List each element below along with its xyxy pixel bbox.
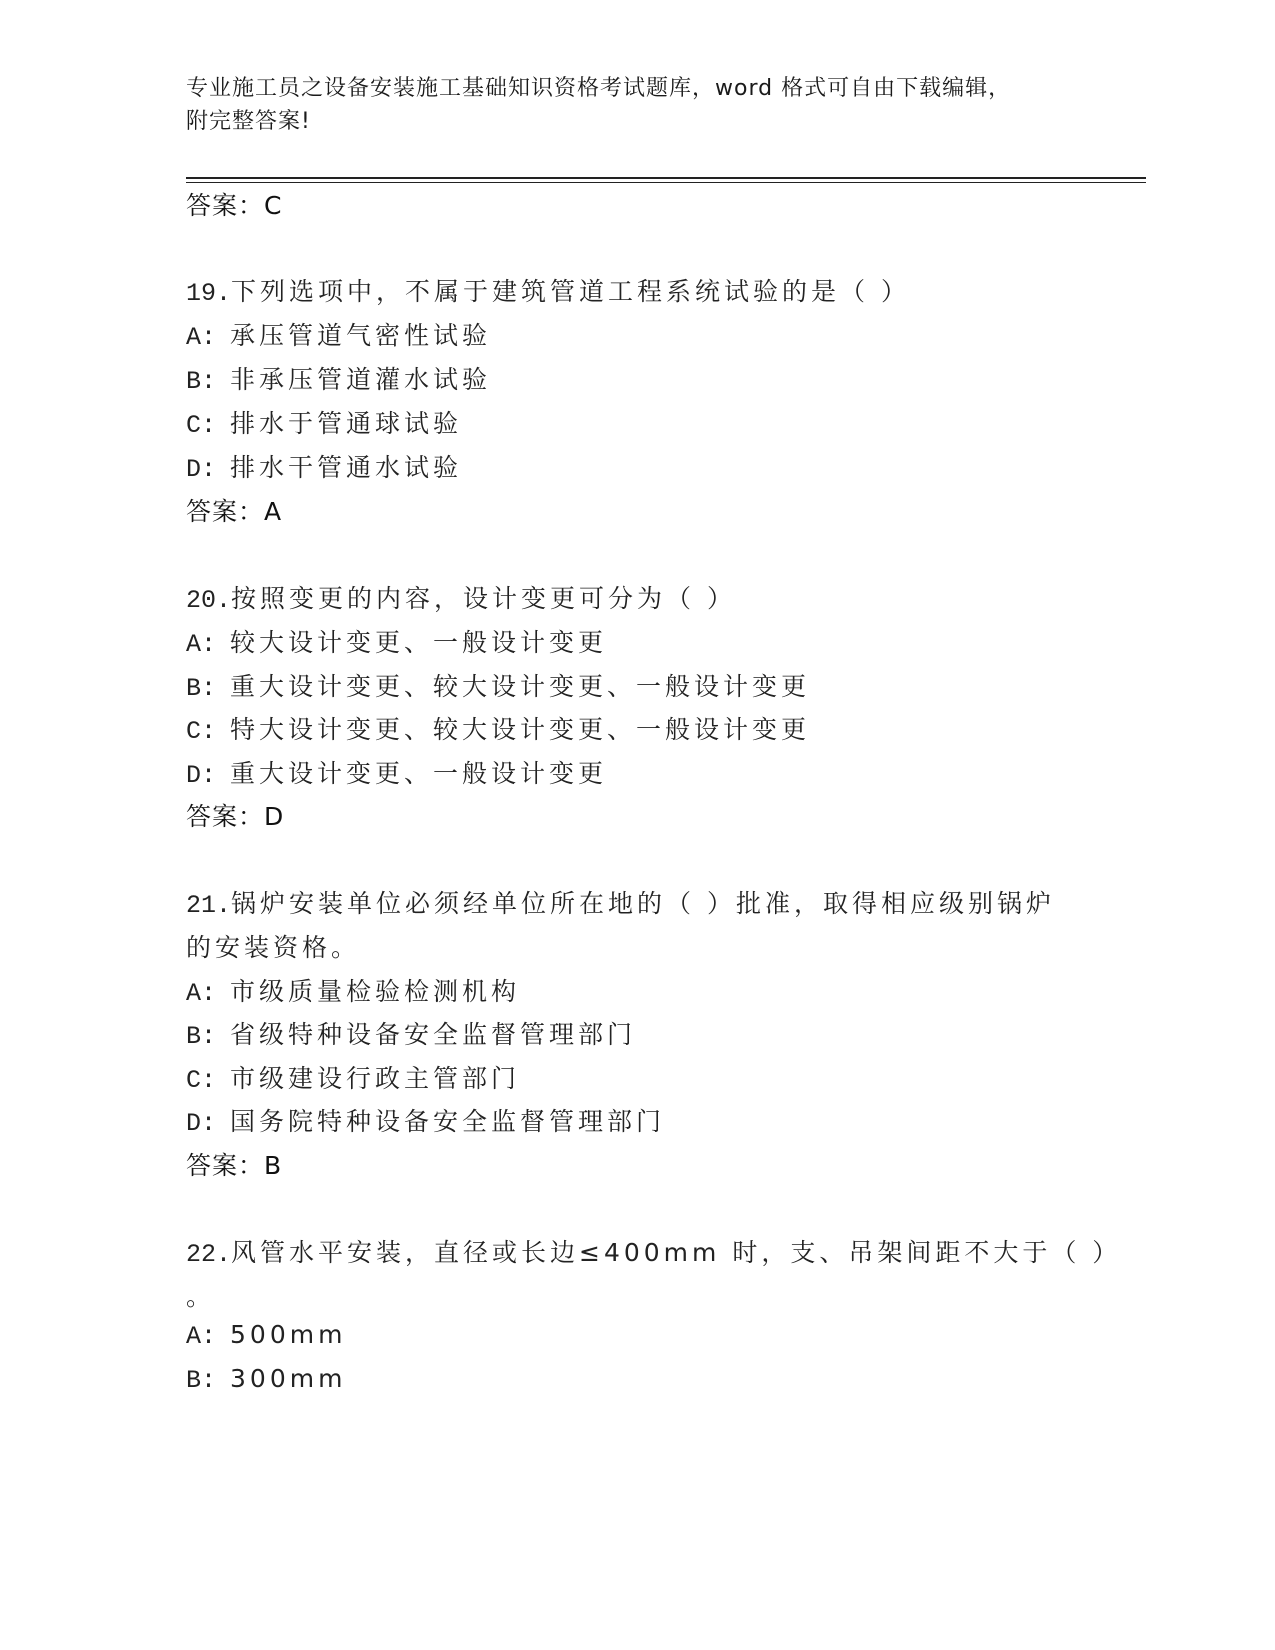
question-line: 下列选项中，不属于建筑管道工程系统试验的是（ ） — [231, 277, 910, 306]
option-label: B: — [186, 1022, 217, 1051]
option-text: 非承压管道灌水试验 — [230, 365, 492, 394]
question-21-text-cont: 的安装资格。 — [186, 933, 361, 962]
option-text: 国务院特种设备安全监督管理部门 — [230, 1107, 666, 1136]
question-22-text — [186, 1233, 1121, 1269]
option-text: 300mm — [230, 1364, 347, 1393]
question-20-option-a — [186, 623, 607, 659]
question-22-option-b — [186, 1364, 346, 1395]
question-19-option-c — [186, 404, 462, 440]
option-label: A: — [186, 1322, 217, 1351]
header-line-1: 专业施工员之设备安装施工基础知识资格考试题库，word 格式可自由下载编辑， — [186, 76, 1012, 101]
option-label: D: — [186, 1109, 217, 1138]
option-text: 重大设计变更、较大设计变更、一般设计变更 — [230, 672, 811, 701]
question-21-text — [186, 884, 1055, 920]
answer-prev: 答案：C — [186, 191, 283, 220]
option-text: 市级质量检验检测机构 — [230, 977, 521, 1006]
option-label: A: — [186, 979, 217, 1008]
option-label: B: — [186, 1366, 217, 1395]
question-19-option-d — [186, 448, 462, 484]
question-19-option-b — [186, 360, 491, 396]
question-19-option-a — [186, 316, 491, 352]
question-20-option-c — [186, 710, 810, 746]
option-label: A: — [186, 630, 217, 659]
header-line-2: 附完整答案! — [186, 109, 311, 134]
question-line: 按照变更的内容，设计变更可分为（ ） — [231, 584, 736, 613]
option-text: 特大设计变更、较大设计变更、一般设计变更 — [230, 715, 811, 744]
option-label: C: — [186, 717, 217, 746]
option-text: 500mm — [230, 1320, 347, 1349]
question-number: 21. — [186, 891, 232, 920]
header-divider-thin — [186, 182, 1146, 183]
question-21-option-d — [186, 1102, 665, 1138]
option-label: B: — [186, 674, 217, 703]
question-21-option-c — [186, 1059, 520, 1095]
option-text: 重大设计变更、一般设计变更 — [230, 759, 608, 788]
option-text: 排水干管通水试验 — [230, 453, 463, 482]
question-21-answer: 答案：B — [186, 1151, 283, 1180]
question-21-option-b — [186, 1015, 636, 1051]
question-22-option-a — [186, 1320, 346, 1351]
option-label: D: — [186, 455, 217, 484]
option-text: 排水于管通球试验 — [230, 409, 463, 438]
question-22-text-cont: 。 — [186, 1282, 216, 1311]
question-number: 22. — [186, 1240, 232, 1269]
question-20-option-b — [186, 667, 810, 703]
option-text: 较大设计变更、一般设计变更 — [230, 628, 608, 657]
question-number: 20. — [186, 586, 232, 615]
question-20-text — [186, 579, 736, 615]
header-divider-thick — [186, 177, 1146, 179]
option-label: C: — [186, 411, 217, 440]
option-text: 承压管道气密性试验 — [230, 321, 492, 350]
question-number: 19. — [186, 279, 232, 308]
question-line: 锅炉安装单位必须经单位所在地的（ ）批准，取得相应级别锅炉 — [231, 889, 1055, 918]
option-label: C: — [186, 1066, 217, 1095]
document-header — [186, 72, 1086, 138]
question-19-text — [186, 272, 910, 308]
question-21-option-a — [186, 972, 520, 1008]
option-label: A: — [186, 323, 217, 352]
option-text: 省级特种设备安全监督管理部门 — [230, 1020, 637, 1049]
option-text: 市级建设行政主管部门 — [230, 1064, 521, 1093]
question-19-answer: 答案：A — [186, 497, 283, 526]
option-label: D: — [186, 761, 217, 790]
question-line: 风管水平安装，直径或长边≤400mm 时，支、吊架间距不大于（ ） — [231, 1238, 1122, 1267]
option-label: B: — [186, 367, 217, 396]
question-20-answer: 答案：D — [186, 802, 285, 831]
question-20-option-d — [186, 754, 607, 790]
